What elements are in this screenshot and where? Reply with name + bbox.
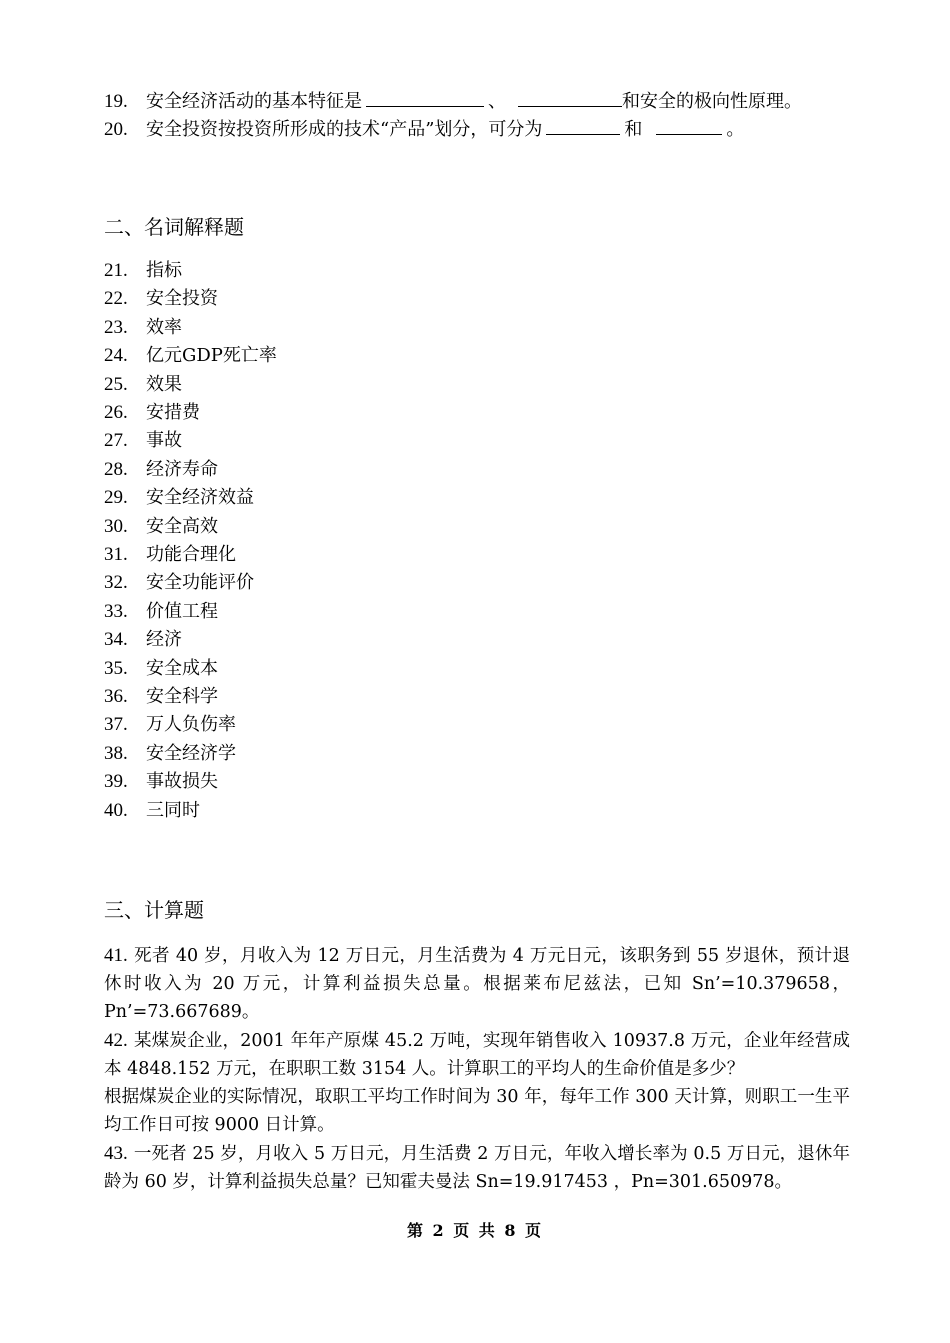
term-text: 功能合理化 bbox=[146, 544, 236, 565]
answer-blank bbox=[366, 88, 484, 107]
term-number: 33. bbox=[104, 600, 128, 622]
question-19 bbox=[104, 88, 802, 116]
term-text: 效果 bbox=[146, 373, 182, 395]
term-text: 三同时 bbox=[146, 799, 200, 821]
question-text: 一死者 25 岁，月收入 5 万日元，月生活费 2 万日元，年收入增长率为 0.5 万日元，退休年龄为 60 岁，计算利益损失总量？已知霍夫曼法 Sn=19.917453 ，Pn=301.650978。 bbox=[104, 1144, 850, 1192]
section-title: 二、名词解释题 bbox=[104, 215, 244, 239]
question-text: 死者 40 岁，月收入为 12 万日元，月生活费为 4 万元日元，该职务到 55 岁退休，预计退休时收入为 20 万元，计算利益损失总量。根据莱布尼兹法，已知 Sn’=10.379658， Pn’=73.667689。 bbox=[104, 946, 850, 1022]
term-text: 事故 bbox=[146, 430, 182, 452]
term-number: 40. bbox=[104, 799, 128, 821]
question-number: 42. bbox=[104, 1030, 128, 1051]
question-43 bbox=[104, 1140, 850, 1196]
question-41 bbox=[104, 942, 850, 1026]
term-number: 24. bbox=[104, 345, 128, 367]
term-text: 经济 bbox=[146, 629, 182, 651]
question-number: 20. bbox=[104, 119, 128, 140]
answer-blank bbox=[518, 88, 622, 107]
question-number: 19. bbox=[104, 91, 128, 112]
term-text: 安全高效 bbox=[146, 515, 218, 537]
question-number: 43. bbox=[104, 1143, 128, 1164]
term-item bbox=[104, 740, 236, 768]
question-42 bbox=[104, 1027, 850, 1139]
question-text: 安全投资按投资所形成的技术“产品”划分，可分为 bbox=[146, 119, 543, 140]
term-item bbox=[104, 399, 200, 427]
term-number: 25. bbox=[104, 373, 128, 395]
term-item bbox=[104, 484, 254, 512]
page-footer: 第 2 页 共 8 页 bbox=[406, 1221, 544, 1240]
term-number: 39. bbox=[104, 771, 128, 793]
term-number: 34. bbox=[104, 629, 128, 651]
term-text: 安全经济效益 bbox=[146, 487, 254, 509]
term-number: 30. bbox=[104, 515, 128, 537]
answer-blank bbox=[546, 116, 620, 135]
term-text: 万人负伤率 bbox=[146, 714, 236, 736]
question-text: 和安全的极向性原理。 bbox=[622, 91, 802, 112]
term-number: 37. bbox=[104, 714, 128, 736]
term-number: 29. bbox=[104, 487, 128, 509]
term-item bbox=[104, 598, 218, 626]
term-text: 安全投资 bbox=[146, 288, 218, 310]
term-text: 经济寿命 bbox=[146, 458, 218, 480]
term-text: 安全科学 bbox=[146, 686, 218, 707]
term-item bbox=[104, 342, 277, 370]
section-title: 三、计算题 bbox=[104, 898, 204, 922]
term-text: 亿元GDP死亡率 bbox=[146, 345, 277, 367]
term-number: 35. bbox=[104, 657, 128, 679]
answer-blank bbox=[656, 116, 722, 135]
term-number: 26. bbox=[104, 402, 128, 423]
question-text: 某煤炭企业，2001 年年产原煤 45.2 万吨，实现年销售收入 10937.8 万元，企业年经营成本 4848.152 万元，在职职工数 3154 人。计算职工的平均人的生命价值是多少？ bbox=[104, 1031, 850, 1079]
term-number: 22. bbox=[104, 288, 128, 310]
term-item bbox=[104, 285, 218, 313]
term-item bbox=[104, 569, 254, 597]
question-note: 根据煤炭企业的实际情况，取职工平均工作时间为 30 年，每年工作 300 天计算，则职工一生平均工作日可按 9000 日计算。 bbox=[104, 1087, 850, 1135]
term-text: 安全经济学 bbox=[146, 742, 236, 764]
term-text: 安措费 bbox=[146, 402, 200, 423]
question-text: 。 bbox=[726, 119, 745, 140]
term-text: 指标 bbox=[146, 260, 182, 281]
term-item bbox=[104, 768, 218, 796]
term-number: 31. bbox=[104, 544, 128, 565]
term-number: 28. bbox=[104, 458, 128, 480]
term-item bbox=[104, 314, 182, 342]
question-text: 安全经济活动的基本特征是 bbox=[146, 91, 362, 112]
term-item bbox=[104, 541, 236, 569]
term-item bbox=[104, 626, 182, 654]
term-text: 价值工程 bbox=[146, 600, 218, 622]
term-text: 事故损失 bbox=[146, 771, 218, 793]
question-number: 41. bbox=[104, 945, 128, 966]
question-separator: 和 bbox=[624, 119, 643, 140]
term-number: 27. bbox=[104, 430, 128, 452]
term-number: 21. bbox=[104, 260, 128, 281]
term-item bbox=[104, 655, 218, 683]
term-item bbox=[104, 456, 218, 484]
term-item bbox=[104, 371, 182, 399]
term-item bbox=[104, 427, 182, 455]
term-text: 效率 bbox=[146, 316, 182, 338]
question-20 bbox=[104, 116, 744, 144]
term-item bbox=[104, 513, 218, 541]
term-number: 38. bbox=[104, 742, 128, 764]
term-item bbox=[104, 683, 218, 711]
term-number: 23. bbox=[104, 316, 128, 338]
term-text: 安全成本 bbox=[146, 657, 218, 679]
question-separator: 、 bbox=[488, 91, 506, 112]
term-text: 安全功能评价 bbox=[146, 572, 254, 594]
term-item bbox=[104, 711, 236, 739]
term-number: 32. bbox=[104, 572, 128, 594]
term-item bbox=[104, 257, 182, 285]
term-number: 36. bbox=[104, 686, 128, 707]
term-item bbox=[104, 797, 200, 825]
